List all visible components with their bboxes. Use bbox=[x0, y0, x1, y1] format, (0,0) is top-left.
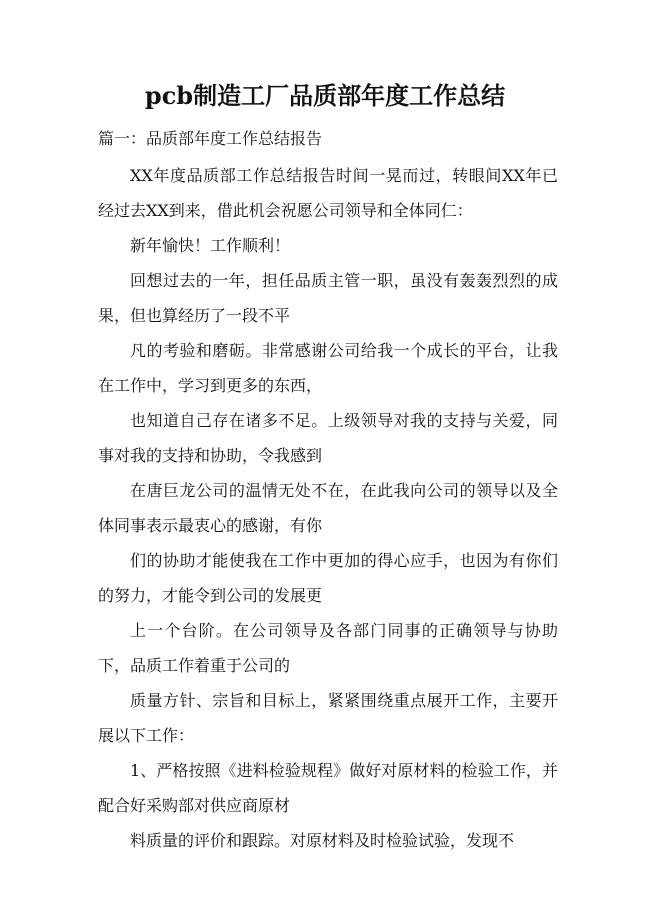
section-heading: 篇一：品质部年度工作总结报告 bbox=[98, 129, 323, 148]
paragraph: 也知道自己存在诸多不足。上级领导对我的支持与关爱，同事对我的支持和协助，令我感到 bbox=[98, 411, 558, 465]
paragraph: 在唐巨龙公司的温情无处不在，在此我向公司的领导以及全体同事表示最衷心的感谢，有你 bbox=[98, 481, 558, 535]
paragraph: 质量方针、宗旨和目标上，紧紧围绕重点展开工作，主要开展以下工作： bbox=[98, 691, 558, 745]
paragraph: 们的协助才能使我在工作中更加的得心应手，也因为有你们的努力，才能令到公司的发展更 bbox=[98, 551, 558, 605]
document-body bbox=[98, 158, 558, 858]
paragraph: 料质量的评价和跟踪。对原材料及时检验试验，发现不 bbox=[130, 831, 515, 850]
paragraph: XX年度品质部工作总结报告时间一晃而过，转眼间XX年已经过去XX到来，借此机会祝愿公司领导和全体同仁： bbox=[98, 166, 558, 220]
paragraph: 回想过去的一年，担任品质主管一职，虽没有轰轰烈烈的成果，但也算经历了一段不平 bbox=[98, 271, 558, 325]
paragraph: 凡的考验和磨砺。非常感谢公司给我一个成长的平台，让我在工作中，学习到更多的东西， bbox=[98, 341, 558, 395]
paragraph: 1、严格按照《进料检验规程》做好对原材料的检验工作，并配合好采购部对供应商原材 bbox=[98, 761, 558, 815]
document-title: pcb制造工厂品质部年度工作总结 bbox=[144, 81, 506, 110]
paragraph: 上一个台阶。在公司领导及各部门同事的正确领导与协助下，品质工作着重于公司的 bbox=[98, 621, 558, 675]
paragraph: 新年愉快！工作顺利！ bbox=[130, 236, 291, 255]
